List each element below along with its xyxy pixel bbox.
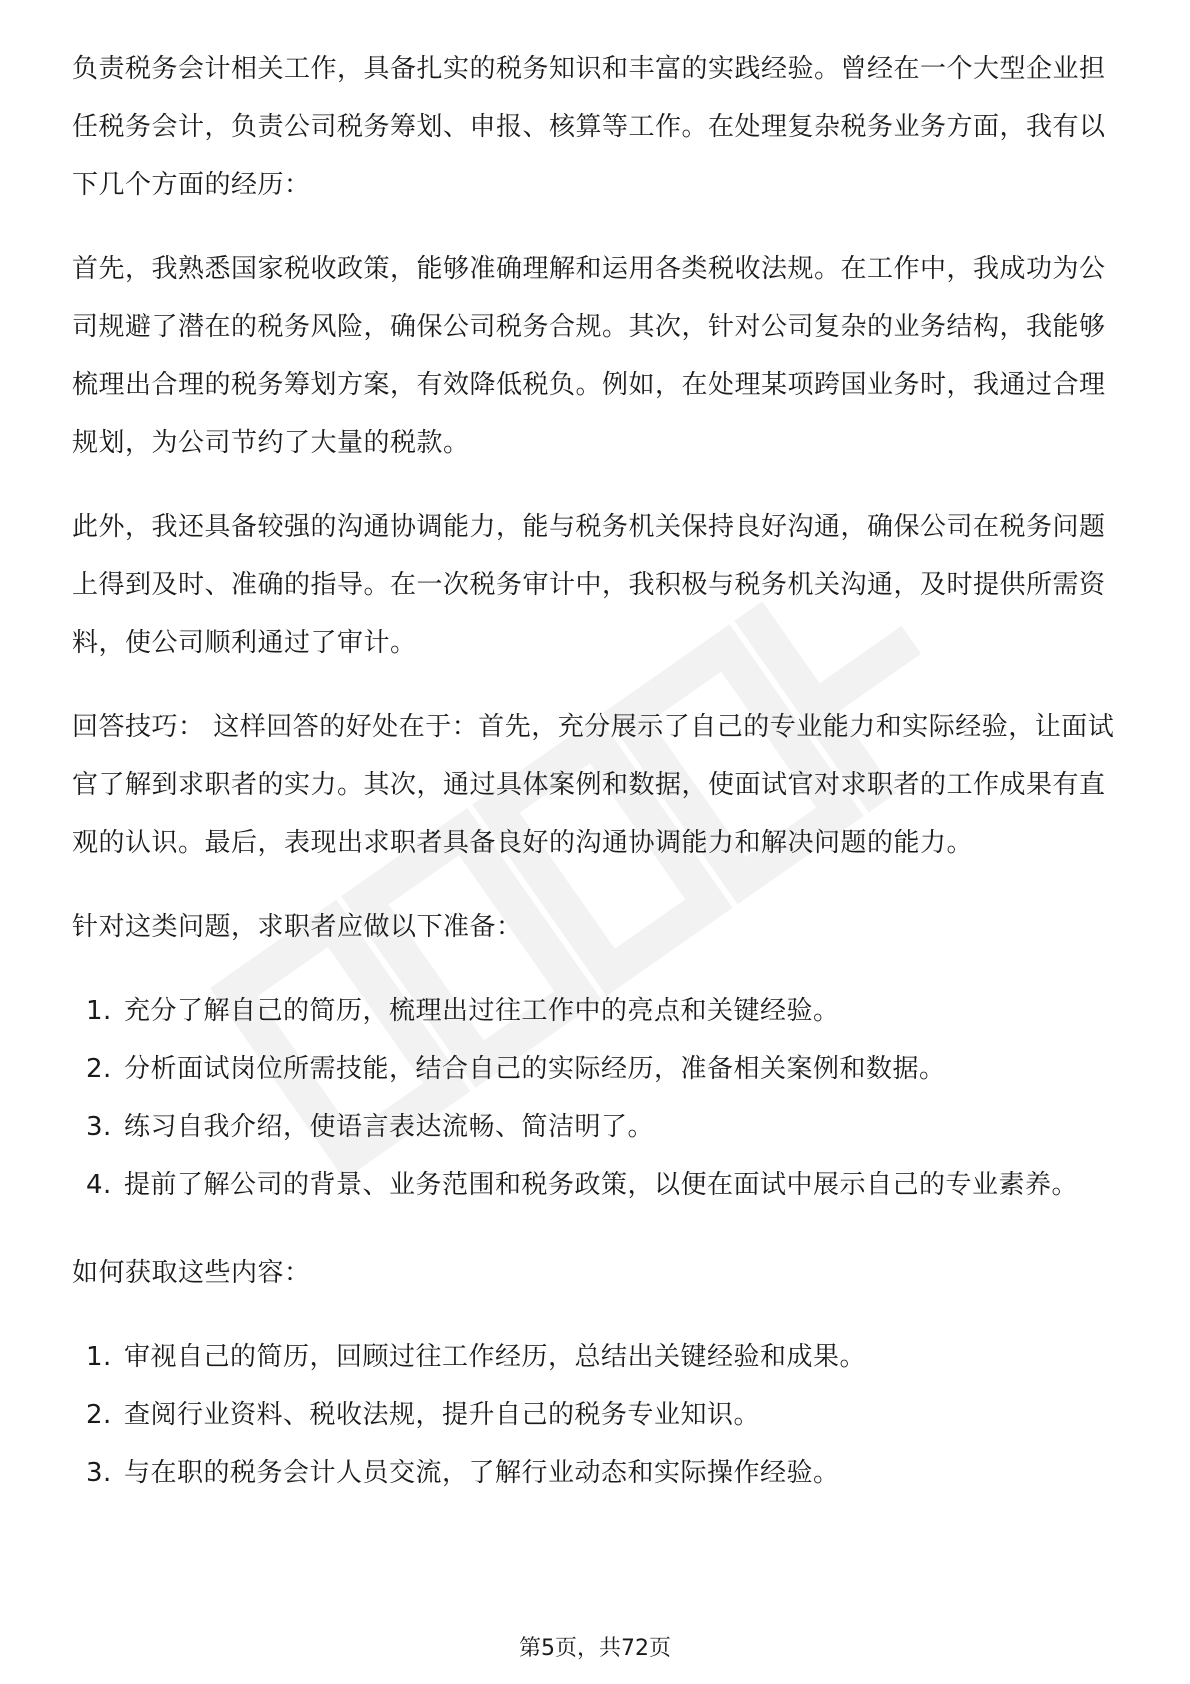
- list-number: 4.: [86, 1170, 112, 1200]
- list-text: 充分了解自己的简历，梳理出过往工作中的亮点和关键经验。: [124, 996, 840, 1026]
- list-number: 3.: [86, 1112, 112, 1142]
- paragraph-communication: 此外，我还具备较强的沟通协调能力，能与税务机关保持良好沟通，确保公司在税务问题上得到及时、准确的指导。在一次税务审计中，我积极与税务机关沟通，及时提供所需资料，使公司顺利通过了审计。: [72, 512, 1106, 658]
- paragraph-intro: 负责税务会计相关工作，具备扎实的税务知识和丰富的实践经验。曾经在一个大型企业担任税务会计，负责公司税务筹划、申报、核算等工作。在处理复杂税务业务方面，我有以下几个方面的经历：: [72, 54, 1106, 200]
- list-item: [72, 1040, 1120, 1098]
- list-number: 1.: [86, 996, 112, 1026]
- document-body: [72, 40, 1120, 1532]
- list-item: [72, 1328, 1120, 1386]
- list-number: 3.: [86, 1458, 112, 1488]
- prep-list: [72, 982, 1120, 1214]
- list-text: 查阅行业资料、税收法规，提升自己的税务专业知识。: [124, 1400, 761, 1430]
- list-text: 提前了解公司的背景、业务范围和税务政策，以便在面试中展示自己的专业素养。: [124, 1170, 1079, 1200]
- paragraph-prep-heading: 针对这类问题，求职者应做以下准备：: [72, 912, 523, 942]
- how-list: [72, 1328, 1120, 1502]
- list-item: [72, 1444, 1120, 1502]
- list-number: 2.: [86, 1400, 112, 1430]
- list-number: 2.: [86, 1054, 112, 1084]
- list-item: [72, 1386, 1120, 1444]
- list-item: [72, 1098, 1120, 1156]
- list-text: 与在职的税务会计人员交流，了解行业动态和实际操作经验。: [124, 1458, 840, 1488]
- list-item: [72, 1156, 1120, 1214]
- list-text: 分析面试岗位所需技能，结合自己的实际经历，准备相关案例和数据。: [124, 1054, 946, 1084]
- paragraph-policy: 首先，我熟悉国家税收政策，能够准确理解和运用各类税收法规。在工作中，我成功为公司规避了潜在的税务风险，确保公司税务合规。其次，针对公司复杂的业务结构，我能够梳理出合理的税务筹划方案，有效降低税负。例如，在处理某项跨国业务时，我通过合理规划，为公司节约了大量的税款。: [72, 254, 1106, 458]
- page-number-footer: 第5页，共72页: [519, 1636, 671, 1661]
- paragraph-answer-tips: 回答技巧： 这样回答的好处在于：首先，充分展示了自己的专业能力和实际经验，让面试官了解到求职者的实力。其次，通过具体案例和数据，使面试官对求职者的工作成果有直观的认识。最后，表现出求职者具备良好的沟通协调能力和解决问题的能力。: [72, 712, 1115, 858]
- list-text: 审视自己的简历，回顾过往工作经历，总结出关键经验和成果。: [124, 1342, 867, 1372]
- paragraph-how-heading: 如何获取这些内容：: [72, 1258, 311, 1288]
- list-number: 1.: [86, 1342, 112, 1372]
- list-text: 练习自我介绍，使语言表达流畅、简洁明了。: [124, 1112, 655, 1142]
- list-item: [72, 982, 1120, 1040]
